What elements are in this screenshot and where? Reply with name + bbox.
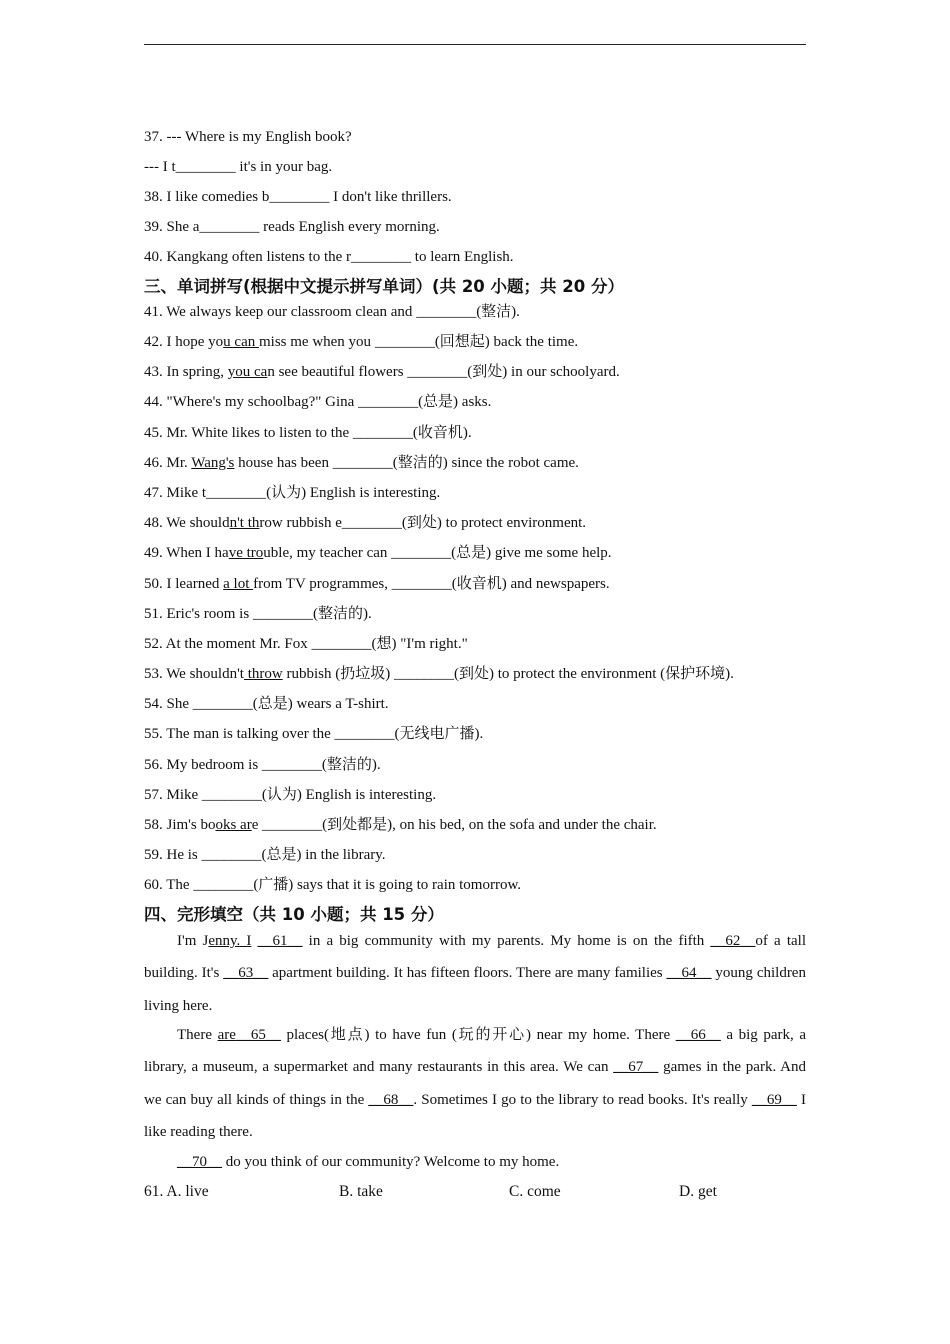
question-61-option-c[interactable]: C. come <box>509 1183 561 1200</box>
question-55: 55. The man is talking over the ________(无线电广播). <box>144 726 484 742</box>
header-rule <box>144 44 806 45</box>
question-59: 59. He is ________(总是) in the library. <box>144 847 386 863</box>
question-49: 49. When I have trouble, my teacher can ________(总是) give me some help. <box>144 545 612 561</box>
blank[interactable]: ________ <box>334 726 395 742</box>
blank[interactable]: ________ <box>261 757 322 773</box>
question-39: 39. She a________ reads English every morning. <box>144 219 440 235</box>
question-61-option-b[interactable]: B. take <box>339 1183 383 1200</box>
question-54: 54. She ________(总是) wears a T-shirt. <box>144 696 389 712</box>
blank-66[interactable]: __66__ <box>675 1027 721 1043</box>
blank-68[interactable]: __68__ <box>368 1091 414 1108</box>
blank[interactable]: ________ <box>252 606 313 622</box>
blank[interactable]: ________ <box>358 394 419 410</box>
blank[interactable]: ________ <box>393 666 454 682</box>
question-47: 47. Mike t________(认为) English is interesting. <box>144 485 441 501</box>
question-61-option-d[interactable]: D. get <box>679 1183 717 1200</box>
section-3-heading: 三、单词拼写(根据中文提示拼写单词）(共 20 小题；共 20 分） <box>144 277 624 296</box>
blank[interactable]: ________ <box>391 545 452 561</box>
blank[interactable]: ________ <box>391 576 452 592</box>
question-42: 42. I hope you can miss me when you ________(回想起) back the time. <box>144 334 579 350</box>
cloze-paragraph-2: There are__65__ places(地点) to have fun (玩的开心) near my home. There __66__ a big park, a library, a museum, a supermarket and many restaurants in this area. We can __67__ games in the park. And we can buy all kinds of things in the __68__. Sometimes I go to the library to read books. It's really __69__ I like reading there. <box>144 1027 806 1140</box>
blank[interactable]: ________ <box>352 425 413 441</box>
blank[interactable]: ________ <box>175 159 236 175</box>
blank-63[interactable]: __63__ <box>223 965 269 982</box>
question-58: 58. Jim's books are ________(到处都是), on his bed, on the sofa and under the chair. <box>144 817 657 833</box>
blank-67[interactable]: __67__ <box>613 1059 659 1076</box>
blank[interactable]: ________ <box>351 249 412 265</box>
blank-64[interactable]: __64__ <box>666 965 712 982</box>
cloze-paragraph-3: __70__ do you think of our community? Welcome to my home. <box>177 1154 560 1170</box>
blank-65[interactable]: __65__ <box>235 1027 281 1043</box>
question-38: 38. I like comedies b________ I don't like thrillers. <box>144 189 452 205</box>
blank[interactable]: ________ <box>374 334 435 350</box>
blank[interactable]: ________ <box>311 636 372 652</box>
section-4-heading: 四、完形填空（共 10 小题；共 15 分） <box>144 905 444 924</box>
blank[interactable]: ________ <box>332 455 393 471</box>
question-57: 57. Mike ________(认为) English is interesting. <box>144 787 437 803</box>
question-37-answer: --- I t________ it's in your bag. <box>144 159 333 175</box>
blank[interactable]: ________ <box>199 219 260 235</box>
blank-70[interactable]: __70__ <box>177 1154 222 1170</box>
question-50: 50. I learned a lot from TV programmes, ________(收音机) and newspapers. <box>144 576 610 592</box>
question-40: 40. Kangkang often listens to the r________ to learn English. <box>144 249 514 265</box>
question-61-option-a[interactable]: 61. A. live <box>144 1183 209 1200</box>
question-60: 60. The ________(广播) says that it is going to rain tomorrow. <box>144 877 522 893</box>
blank-61[interactable]: __61__ <box>257 933 303 949</box>
blank[interactable]: ________ <box>201 787 262 803</box>
blank[interactable]: ________ <box>262 817 323 833</box>
blank-62[interactable]: __62__ <box>710 933 756 949</box>
blank[interactable]: ________ <box>407 364 468 380</box>
question-43: 43. In spring, you can see beautiful flowers ________(到处) in our schoolyard. <box>144 364 620 380</box>
question-37: 37. --- Where is my English book? <box>144 129 352 145</box>
question-41: 41. We always keep our classroom clean and ________(整洁). <box>144 304 520 320</box>
question-51: 51. Eric's room is ________(整洁的). <box>144 606 372 622</box>
blank[interactable]: ________ <box>416 304 477 320</box>
question-45: 45. Mr. White likes to listen to the ________(收音机). <box>144 425 472 441</box>
question-44: 44. "Where's my schoolbag?" Gina ________(总是) asks. <box>144 394 492 410</box>
question-46: 46. Mr. Wang's house has been ________(整洁的) since the robot came. <box>144 455 579 471</box>
blank[interactable]: ________ <box>201 847 262 863</box>
question-53: 53. We shouldn't throw rubbish (扔垃圾) ________(到处) to protect the environment (保护环境). <box>144 666 734 682</box>
blank[interactable]: ________ <box>206 485 267 501</box>
blank[interactable]: ________ <box>193 877 254 893</box>
question-48: 48. We shouldn't throw rubbish e________(到处) to protect environment. <box>144 515 587 531</box>
question-52: 52. At the moment Mr. Fox ________(想) "I'm right." <box>144 636 468 652</box>
question-56: 56. My bedroom is ________(整洁的). <box>144 757 381 773</box>
blank[interactable]: ________ <box>192 696 253 712</box>
blank[interactable]: ________ <box>341 515 402 531</box>
cloze-paragraph-1: I'm Jenny. I __61__ in a big community with my parents. My home is on the fifth __62__of a tall building. It's __63__ apartment building. It has fifteen floors. There are many families __64__ young children living here. <box>144 933 806 1014</box>
blank[interactable]: ________ <box>269 189 330 205</box>
blank-69[interactable]: __69__ <box>751 1091 797 1108</box>
